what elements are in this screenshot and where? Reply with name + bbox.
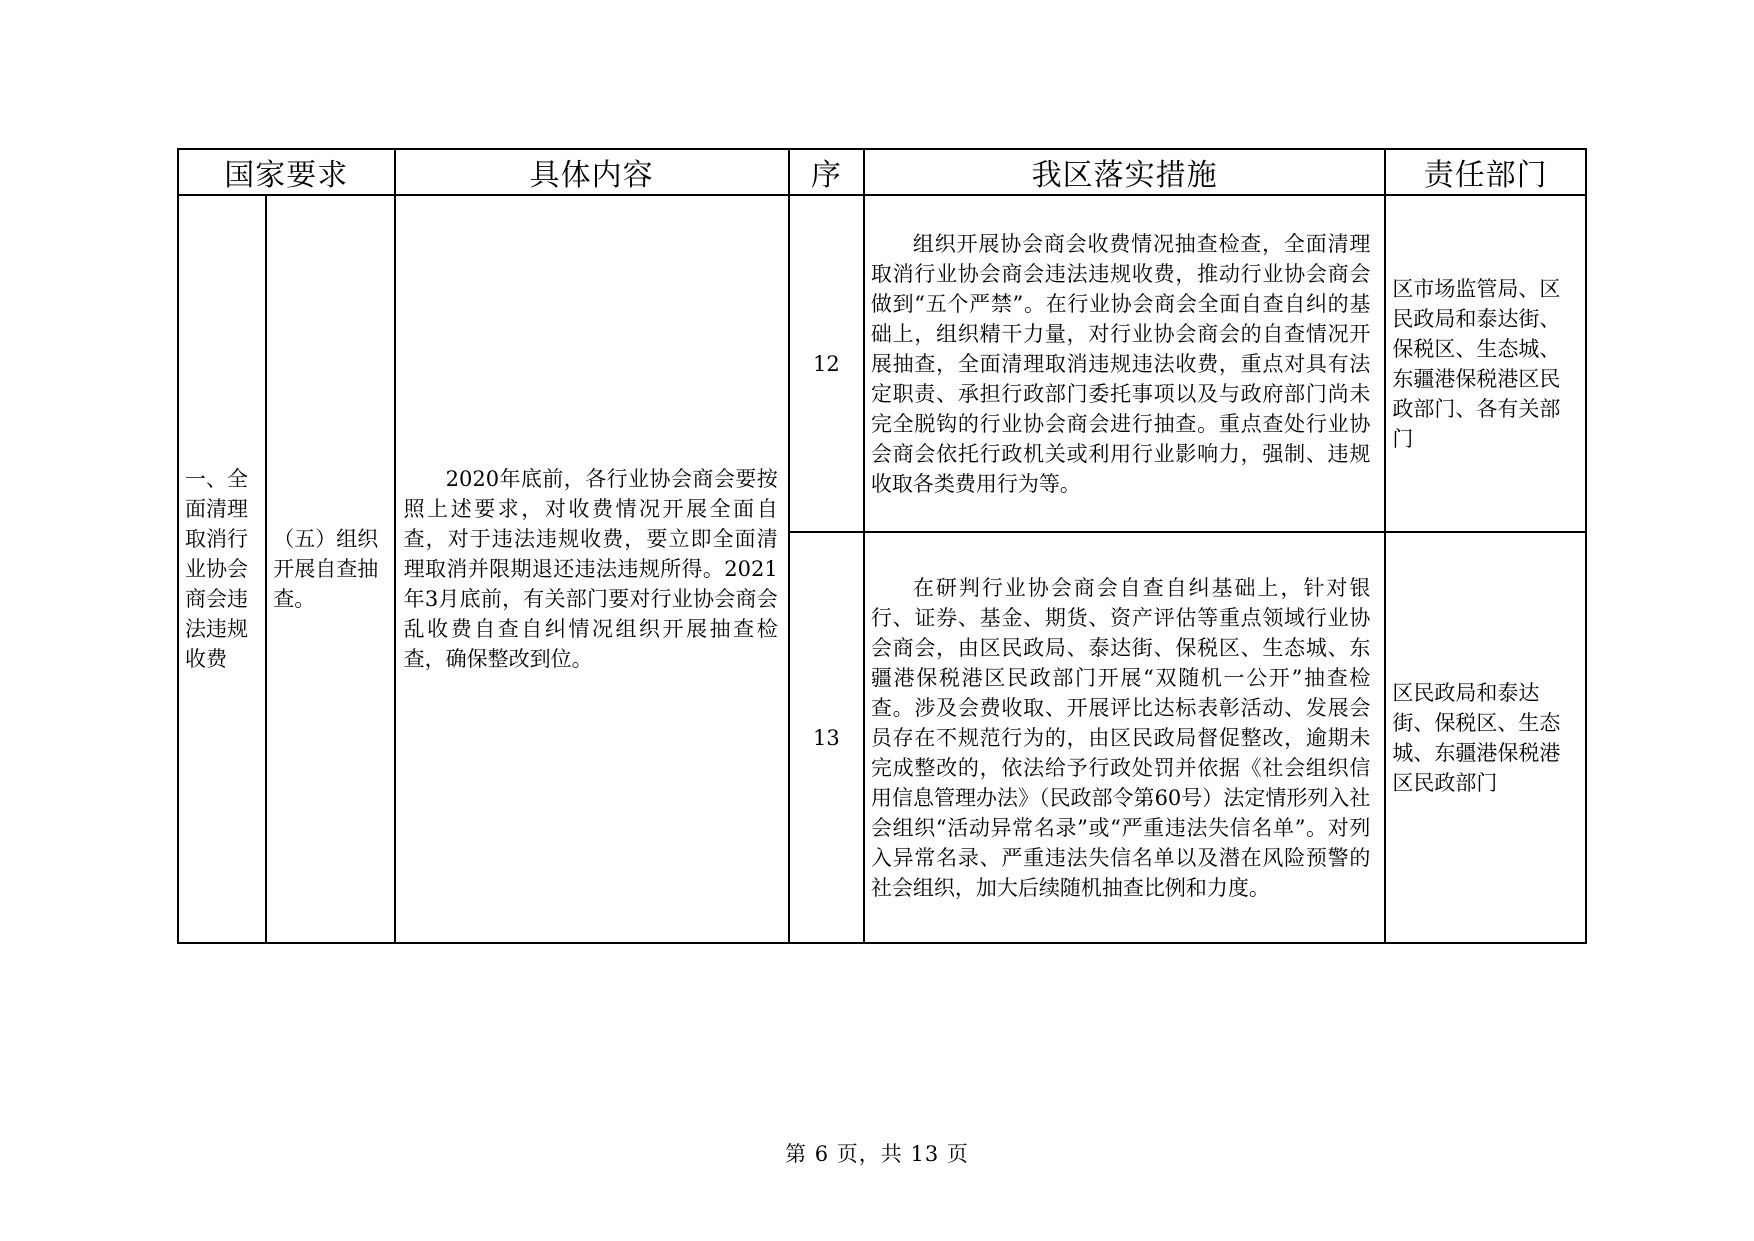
department-cell: 区民政局和泰达街、保税区、生态城、东疆港保税港区民政部门 (1385, 532, 1586, 943)
sequence-cell: 13 (789, 532, 864, 943)
department-cell: 区市场监管局、区民政局和泰达街、保税区、生态城、东疆港保税港区民政部门、各有关部门 (1385, 195, 1586, 532)
table-row (178, 195, 1586, 532)
page-footer: 第 6 页，共 13 页 (785, 1142, 969, 1166)
header-specific-content: 具体内容 (395, 149, 789, 195)
table-header-row (178, 149, 1586, 195)
content-cell: 2020年底前，各行业协会商会要按照上述要求，对收费情况开展全面自查，对于违法违规收费，要立即全面清理取消并限期退还违法违规所得。2021年3月底前，有关部门要对行业协会商会乱收费自查自纠情况组织开展抽查检查，确保整改到位。 (395, 195, 789, 943)
sub-requirement-cell: （五）组织开展自查抽查。 (266, 195, 394, 943)
header-national-requirement: 国家要求 (178, 149, 395, 195)
header-responsible-department: 责任部门 (1385, 149, 1586, 195)
measure-cell: 组织开展协会商会收费情况抽查检查，全面清理取消行业协会商会违法违规收费，推动行业协会商会做到“五个严禁”。在行业协会商会全面自查自纠的基础上，组织精干力量，对行业协会商会的自查情况开展抽查，全面清理取消违规违法收费，重点对具有法定职责、承担行政部门委托事项以及与政府部门尚未完全脱钩的行业协会商会进行抽查。重点查处行业协会商会依托行政机关或利用行业影响力，强制、违规收取各类费用行为等。 (864, 195, 1385, 532)
measure-cell: 在研判行业协会商会自查自纠基础上，针对银行、证券、基金、期货、资产评估等重点领域行业协会商会，由区民政局、泰达街、保税区、生态城、东疆港保税港区民政部门开展“双随机一公开”抽查检查。涉及会费收取、开展评比达标表彰活动、发展会员存在不规范行为的，由区民政局督促整改，逾期未完成整改的，依法给予行政处罚并依据《社会组织信用信息管理办法》（民政部令第60号）法定情形列入社会组织“活动异常名录”或“严重违法失信名单”。对列入异常名录、严重违法失信名单以及潜在风险预警的社会组织，加大后续随机抽查比例和力度。 (864, 532, 1385, 943)
requirement-cell: 一、全面清理取消行业协会商会违法违规收费 (178, 195, 266, 943)
header-sequence: 序 (789, 149, 864, 195)
policy-table (177, 148, 1587, 944)
header-district-measures: 我区落实措施 (864, 149, 1385, 195)
sequence-cell: 12 (789, 195, 864, 532)
